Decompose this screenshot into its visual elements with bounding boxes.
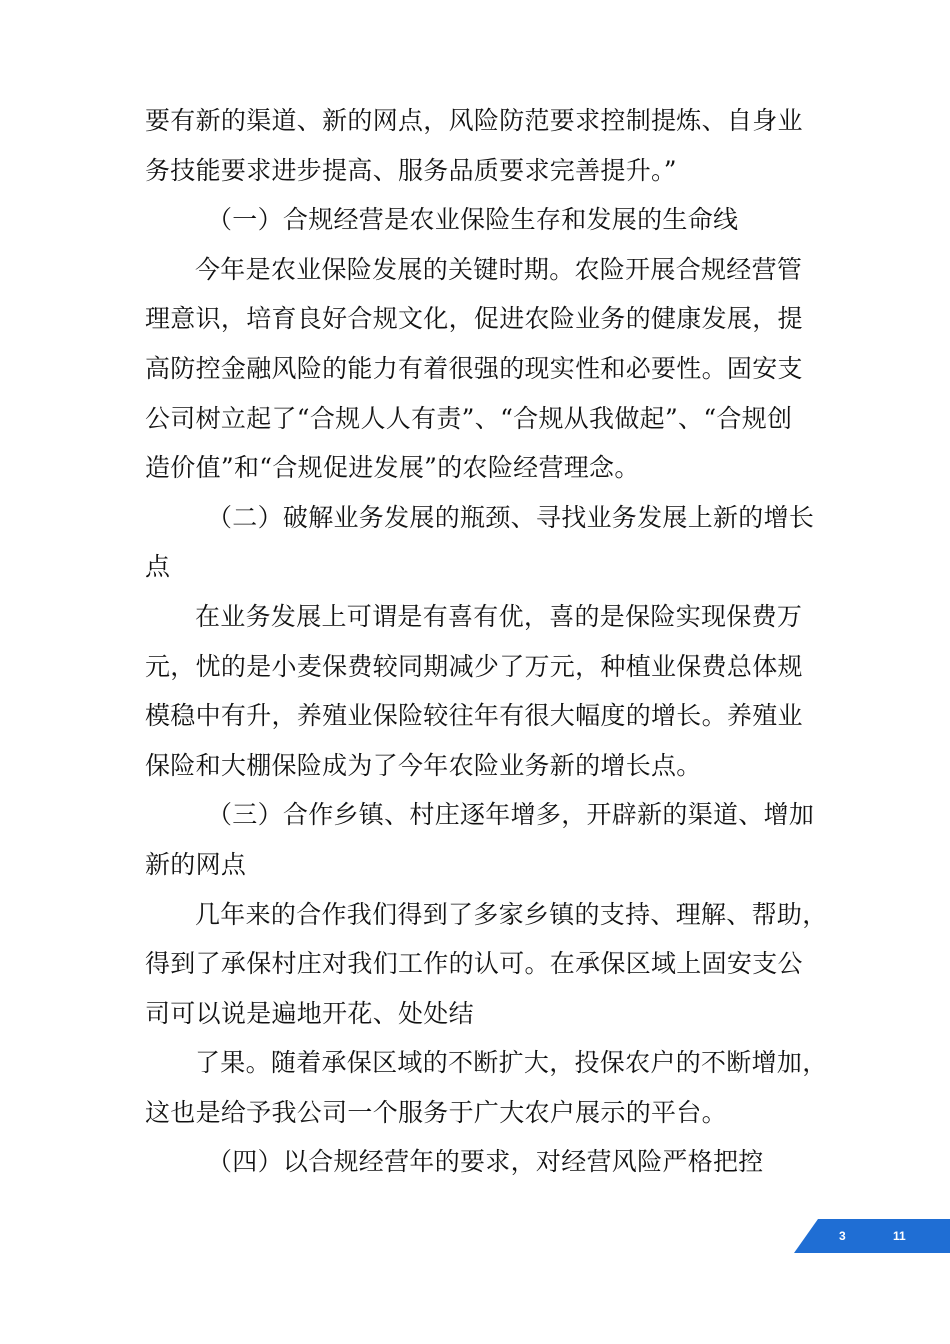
paragraph-line: 今年是农业保险发展的关键时期。农险开展合规经营管 bbox=[195, 254, 803, 284]
paragraph-line: 理意识，培育良好合规文化，促进农险业务的健康发展，提 bbox=[145, 304, 803, 334]
section-heading-3-continued: 新的网点 bbox=[145, 849, 247, 879]
page-number: 3 bbox=[839, 1229, 846, 1243]
section-heading-2-continued: 点 bbox=[145, 552, 171, 582]
section-heading-4: （四）以合规经营年的要求，对经营风险严格把控 bbox=[207, 1147, 764, 1177]
page-footer bbox=[0, 1219, 950, 1253]
paragraph-line: 公司树立起了“合规人人有责”、“合规从我做起”、“合规创 bbox=[145, 403, 793, 433]
section-heading-2: （二）破解业务发展的瓶颈、寻找业务发展上新的增长 bbox=[207, 502, 815, 532]
document-body bbox=[145, 96, 828, 1187]
paragraph-line: 在业务发展上可谓是有喜有优，喜的是保险实现保费万 bbox=[195, 601, 803, 631]
section-heading-1: （一）合规经营是农业保险生存和发展的生命线 bbox=[207, 205, 739, 235]
paragraph-line: 务技能要求进步提高、服务品质要求完善提升。” bbox=[145, 155, 677, 185]
paragraph-line: 高防控金融风险的能力有着很强的现实性和必要性。固安支 bbox=[145, 353, 803, 383]
paragraph-line: 几年来的合作我们得到了多家乡镇的支持、理解、帮助， bbox=[195, 899, 828, 929]
paragraph-line: 模稳中有升，养殖业保险较往年有很大幅度的增长。养殖业 bbox=[145, 701, 803, 731]
paragraph-line: 司可以说是遍地开花、处处结 bbox=[145, 998, 474, 1028]
footer-banner bbox=[794, 1219, 950, 1253]
paragraph-line: 了果。随着承保区域的不断扩大，投保农户的不断增加， bbox=[195, 1048, 828, 1078]
page-total: 11 bbox=[893, 1229, 906, 1243]
paragraph-line: 得到了承保村庄对我们工作的认可。在承保区域上固安支公 bbox=[145, 949, 803, 979]
paragraph-line: 这也是给予我公司一个服务于广大农户展示的平台。 bbox=[145, 1097, 727, 1127]
paragraph-line: 要有新的渠道、新的网点，风险防范要求控制提炼、自身业 bbox=[145, 106, 803, 135]
section-heading-3: （三）合作乡镇、村庄逐年增多，开辟新的渠道、增加 bbox=[207, 800, 815, 830]
paragraph-line: 造价值”和“合规促进发展”的农险经营理念。 bbox=[145, 453, 640, 483]
paragraph-line: 保险和大棚保险成为了今年农险业务新的增长点。 bbox=[145, 750, 702, 780]
paragraph-line: 元，忧的是小麦保费较同期减少了万元，种植业保费总体规 bbox=[145, 651, 803, 681]
